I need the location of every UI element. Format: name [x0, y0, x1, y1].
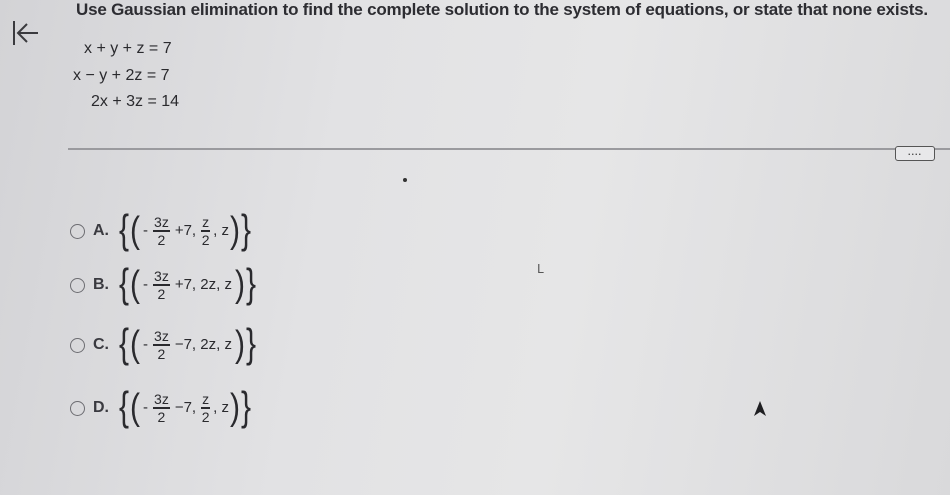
- expression-middle: +7,: [174, 222, 197, 240]
- numerator: z: [202, 391, 210, 408]
- equation-3: 2x + 3z = 14: [91, 93, 180, 110]
- close-paren: ): [229, 209, 240, 251]
- close-brace: }: [245, 262, 256, 307]
- open-brace: {: [119, 262, 130, 307]
- radio-button[interactable]: [70, 224, 85, 239]
- numerator: 3z: [154, 268, 169, 285]
- divider: [68, 148, 950, 150]
- expression-tail: , z: [213, 399, 229, 417]
- open-paren: (: [130, 386, 141, 428]
- option-c[interactable]: [70, 320, 256, 370]
- denominator: 2: [157, 345, 166, 362]
- expression-middle: −7,: [174, 399, 197, 417]
- denominator: 2: [157, 285, 166, 302]
- mouse-pointer-icon: [752, 400, 768, 418]
- option-expression: [119, 385, 251, 430]
- numerator: 3z: [154, 391, 169, 408]
- open-brace: {: [119, 208, 130, 253]
- option-expression: [119, 208, 251, 253]
- open-brace: {: [119, 385, 130, 430]
- text-cursor-dot: [403, 178, 407, 182]
- expression-tail: , z: [213, 222, 229, 240]
- close-paren: ): [234, 263, 245, 305]
- denominator: 2: [157, 408, 166, 425]
- option-letter: D.: [93, 399, 109, 416]
- option-d[interactable]: [70, 383, 251, 433]
- option-letter: A.: [93, 222, 109, 239]
- expression-middle: +7, 2z, z: [174, 276, 232, 294]
- numerator: 3z: [154, 214, 169, 231]
- minus-sign: -: [143, 222, 149, 240]
- option-expression: [119, 322, 256, 367]
- numerator: z: [202, 214, 210, 231]
- open-paren: (: [130, 263, 141, 305]
- fraction: [153, 391, 170, 424]
- numerator: 3z: [154, 328, 169, 345]
- minus-sign: -: [143, 399, 149, 417]
- open-paren: (: [130, 323, 141, 365]
- close-brace: }: [245, 322, 256, 367]
- fraction: [153, 328, 170, 361]
- option-b[interactable]: [70, 260, 256, 310]
- fraction: [153, 214, 170, 247]
- denominator: 2: [201, 231, 210, 248]
- radio-button[interactable]: [70, 278, 85, 293]
- open-brace: {: [119, 322, 130, 367]
- open-paren: (: [130, 209, 141, 251]
- option-a[interactable]: [70, 206, 251, 256]
- radio-button[interactable]: [70, 401, 85, 416]
- more-button[interactable]: ....: [895, 146, 935, 161]
- question-text: Use Gaussian elimination to find the complete solution to the system of equations, or state that none exists.: [76, 0, 928, 19]
- expression-middle: −7, 2z, z: [174, 336, 232, 354]
- close-brace: }: [240, 208, 251, 253]
- close-paren: ): [229, 386, 240, 428]
- screen-mark: ᒪ: [537, 262, 544, 276]
- minus-sign: -: [143, 276, 149, 294]
- fraction: [201, 214, 210, 247]
- option-letter: B.: [93, 276, 109, 293]
- option-expression: [119, 262, 256, 307]
- radio-button[interactable]: [70, 338, 85, 353]
- denominator: 2: [201, 408, 210, 425]
- back-button[interactable]: [8, 16, 42, 50]
- back-arrow-icon: [8, 16, 42, 50]
- option-letter: C.: [93, 336, 109, 353]
- close-brace: }: [240, 385, 251, 430]
- minus-sign: -: [143, 336, 149, 354]
- equation-1: x + y + z = 7: [84, 40, 172, 57]
- fraction: [153, 268, 170, 301]
- close-paren: ): [234, 323, 245, 365]
- equation-2: x − y + 2z = 7: [73, 67, 170, 84]
- fraction: [201, 391, 210, 424]
- denominator: 2: [157, 231, 166, 248]
